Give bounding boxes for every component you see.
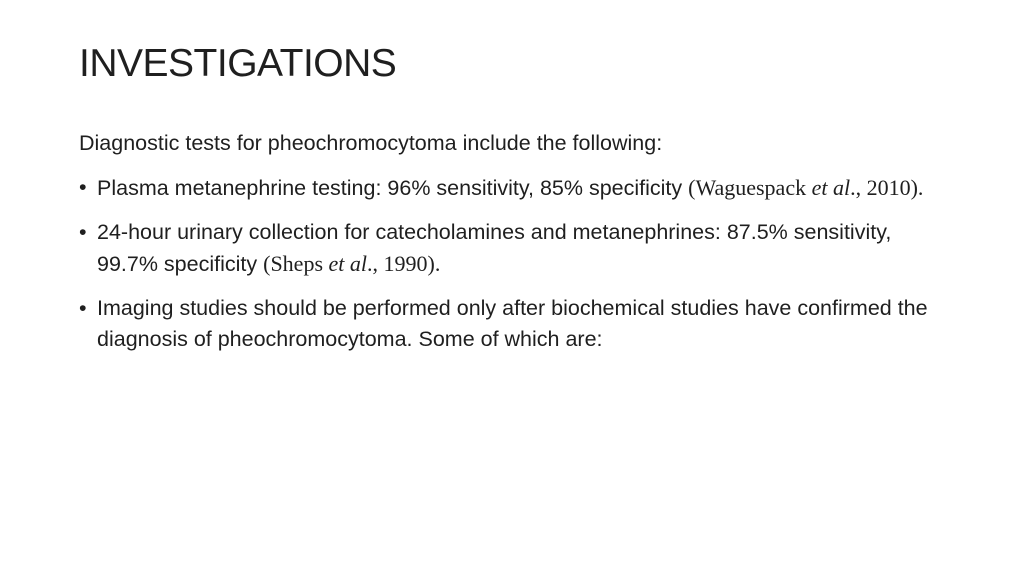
slide-title: INVESTIGATIONS bbox=[79, 42, 397, 85]
citation bbox=[688, 175, 923, 200]
citation-year: ., 1990). bbox=[367, 251, 441, 276]
bullet-icon: • bbox=[79, 296, 87, 320]
bullet-icon: • bbox=[79, 220, 87, 244]
bullet-icon: • bbox=[79, 175, 87, 199]
bullet-item-plasma-metanephrine bbox=[79, 172, 949, 204]
citation-author: (Waguespack bbox=[688, 175, 812, 200]
slide-body bbox=[79, 128, 949, 368]
citation-year: ., 2010). bbox=[850, 175, 924, 200]
bullet-text: Plasma metanephrine testing: 96% sensitivity, 85% specificity bbox=[97, 176, 683, 200]
bullet-item-imaging-studies bbox=[79, 293, 949, 355]
citation-et-al: et al bbox=[811, 175, 851, 200]
intro-text: Diagnostic tests for pheochromocytoma include the following: bbox=[79, 131, 663, 155]
bullet-text: Imaging studies should be performed only after biochemical studies have confirmed the diagnosis of pheochromocytoma. Some of which are: bbox=[97, 296, 928, 351]
bullet-item-urinary-collection bbox=[79, 217, 949, 280]
bullet-list bbox=[79, 172, 949, 355]
bullet-text: 24-hour urinary collection for catecholamines and metanephrines: 87.5% sensitivity, 99.7% specificity bbox=[97, 220, 892, 276]
citation bbox=[263, 251, 440, 276]
citation-et-al: et al bbox=[328, 251, 368, 276]
citation-author: (Sheps bbox=[263, 251, 329, 276]
